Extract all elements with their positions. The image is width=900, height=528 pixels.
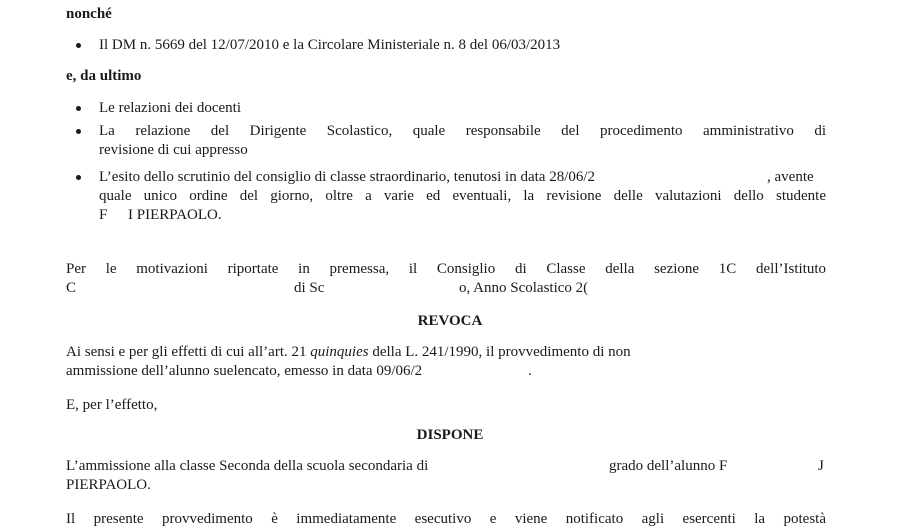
list-item-esito-line3b: I PIERPAOLO.	[128, 207, 222, 223]
para-revoca-text-a: Ai sensi e per gli effetti di cui all’art. 21	[66, 344, 311, 360]
para-motivazioni-line2c: o, Anno Scolastico 2(	[459, 280, 589, 296]
list-item-esito-line2: quale unico ordine del giorno, oltre a varie ed eventuali, la revisione delle valutazioni dello studente	[99, 188, 826, 204]
bullet-icon	[76, 43, 81, 48]
list-item-esito-line1b: , avente	[767, 169, 814, 185]
list-item-relazioni: Le relazioni dei docenti	[99, 100, 242, 116]
para-ammissione-line1c: J	[818, 458, 824, 474]
list-item-esito-line3a: F	[99, 207, 108, 223]
para-revoca-text-b: della L. 241/1990, il provvedimento di non	[368, 344, 631, 360]
para-presente: Il presente provvedimento è immediatamente esecutivo e viene notificato agli esercenti la potestà	[66, 511, 826, 527]
para-effetto: E, per l’effetto,	[66, 397, 158, 413]
heading-nonche: nonché	[66, 6, 112, 22]
para-ammissione-line2: PIERPAOLO.	[66, 477, 151, 493]
list-item-dm: Il DM n. 5669 del 12/07/2010 e la Circolare Ministeriale n. 8 del 06/03/2013	[99, 37, 561, 53]
para-ammissione-line1a: L’ammissione alla classe Seconda della scuola secondaria di	[66, 458, 429, 474]
heading-revoca: REVOCA	[417, 313, 483, 329]
para-motivazioni-line2a: C	[66, 280, 77, 296]
bullet-icon	[76, 175, 81, 180]
para-revoca-line1	[66, 343, 631, 361]
para-revoca-line2a: ammissione dell’alunno suelencato, emesso in data 09/06/2	[66, 363, 423, 379]
para-motivazioni-line2b: di Sc	[294, 280, 325, 296]
heading-dispone: DISPONE	[416, 427, 484, 443]
para-revoca-line2b: .	[528, 363, 532, 379]
list-item-esito-line1a: L’esito dello scrutinio del consiglio di classe straordinario, tenutosi in data 28/06/2	[99, 169, 596, 185]
bullet-icon	[76, 106, 81, 111]
list-item-dirigente-line1: La relazione del Dirigente Scolastico, quale responsabile del procedimento amministrativo di	[99, 123, 826, 139]
para-revoca-italic: quinquies	[310, 344, 369, 360]
para-motivazioni-line1: Per le motivazioni riportate in premessa, il Consiglio di Classe della sezione 1C dell’Istituto	[66, 261, 826, 277]
para-ammissione-line1b: grado dell’alunno F	[609, 458, 728, 474]
bullet-icon	[76, 129, 81, 134]
list-item-dirigente-line2: revisione di cui appresso	[99, 142, 248, 158]
heading-ultimo: e, da ultimo	[66, 68, 142, 84]
